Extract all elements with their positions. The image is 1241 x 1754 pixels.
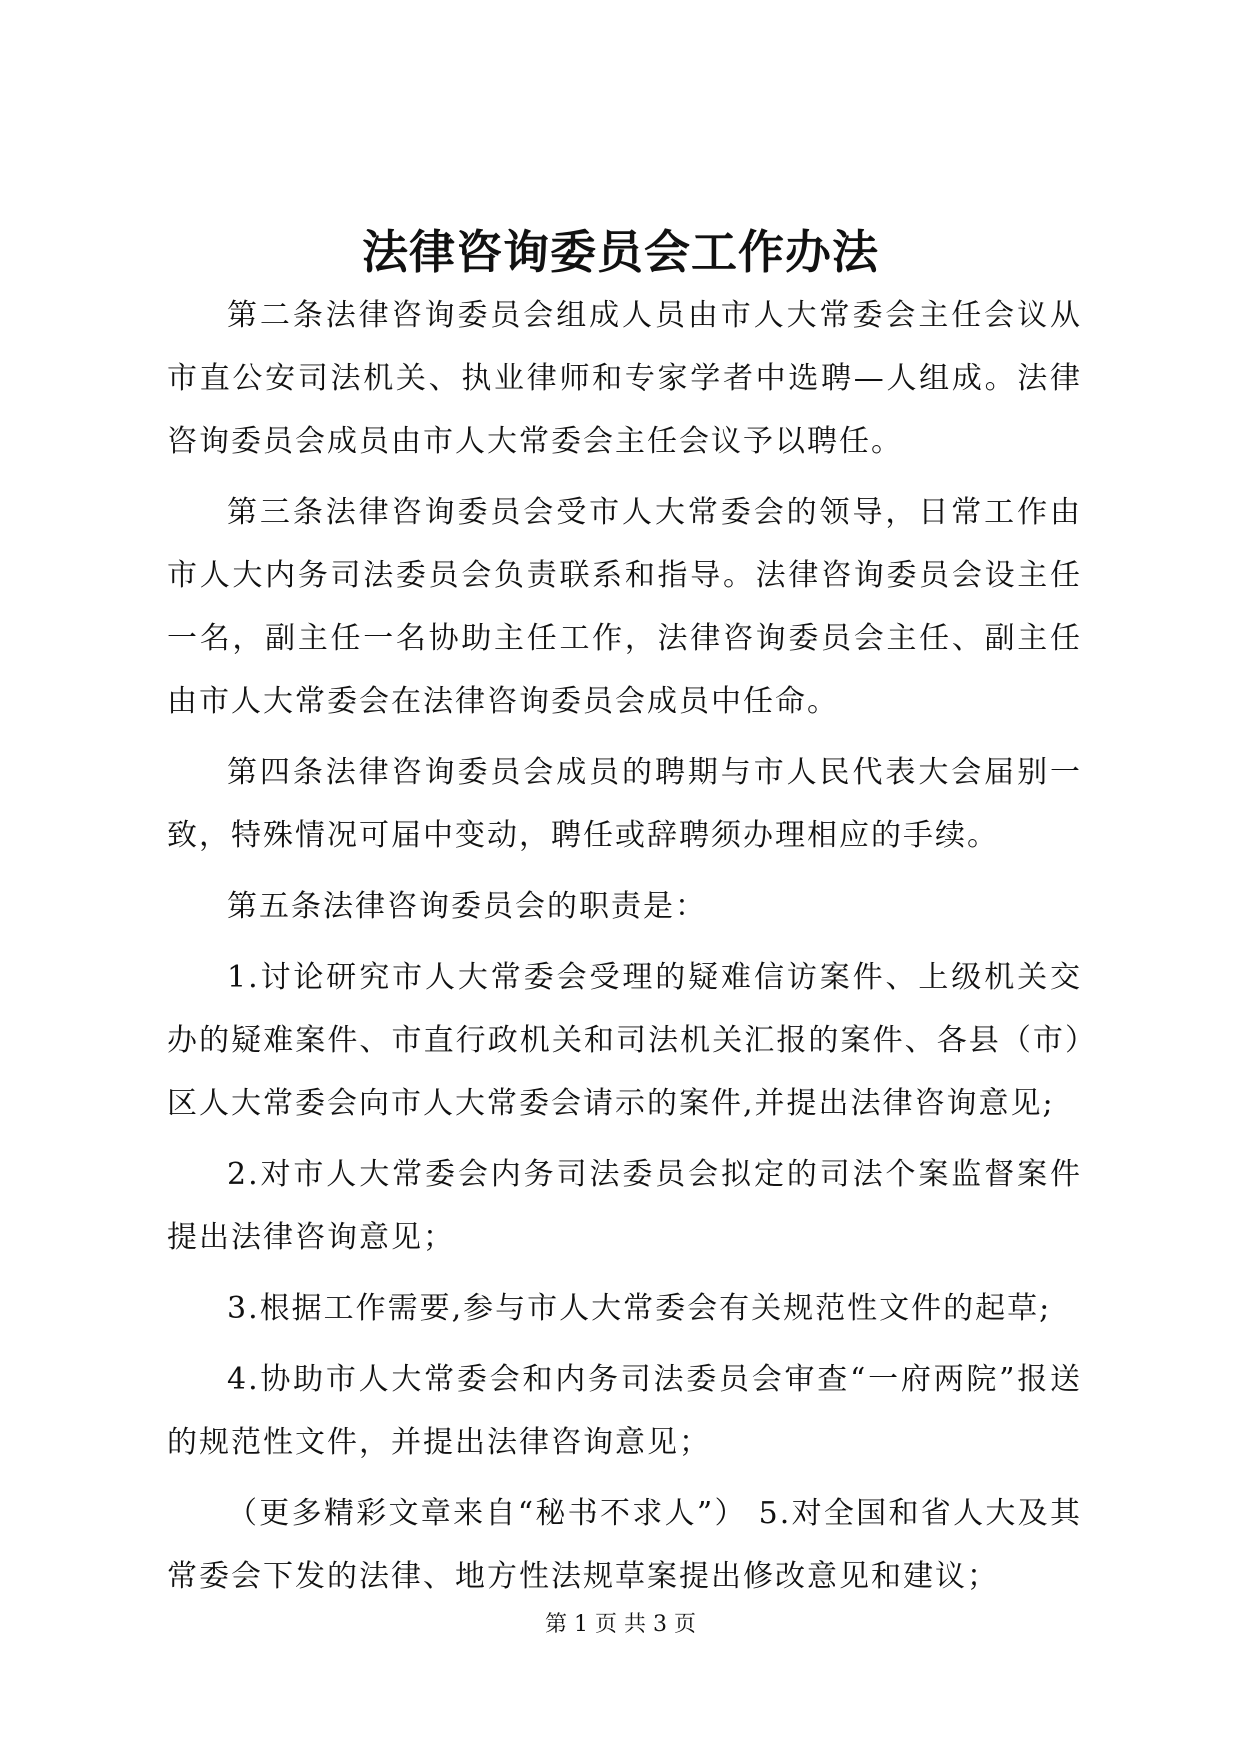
paragraph-article-3: 第三条法律咨询委员会受市人大常委会的领导，日常工作由市人大内务司法委员会负责联系和指导。法律咨询委员会设主任一名，副主任一名协助主任工作，法律咨询委员会主任、副主任由市人大常委会在法律咨询委员会成员中任命。 [167, 495, 1082, 719]
paragraph-article-4: 第四条法律咨询委员会成员的聘期与市人民代表大会届别一致，特殊情况可届中变动，聘任或辞聘须办理相应的手续。 [167, 755, 1082, 853]
paragraph-article-2: 第二条法律咨询委员会组成人员由市人大常委会主任会议从市直公安司法机关、执业律师和专家学者中选聘—人组成。法律咨询委员会成员由市人大常委会主任会议予以聘任。 [167, 298, 1082, 459]
paragraph-item-2: 2.对市人大常委会内务司法委员会拟定的司法个案监督案件提出法律咨询意见； [167, 1157, 1082, 1255]
paragraph-article-5: 第五条法律咨询委员会的职责是： [227, 889, 707, 924]
paragraph-item-4: 4.协助市人大常委会和内务司法委员会审查“一府两院”报送的规范性文件，并提出法律咨询意见； [167, 1362, 1082, 1460]
paragraph-item-5: （更多精彩文章来自“秘书不求人”） 5.对全国和省人大及其常委会下发的法律、地方性法规草案提出修改意见和建议； [167, 1496, 1082, 1594]
document-title: 法律咨询委员会工作办法 [362, 225, 879, 279]
paragraph-item-1: 1.讨论研究市人大常委会受理的疑难信访案件、上级机关交办的疑难案件、市直行政机关和司法机关汇报的案件、各县（市）区人大常委会向市人大常委会请示的案件,并提出法律咨询意见; [167, 960, 1082, 1121]
page-footer: 第 1 页 共 3 页 [545, 1612, 696, 1637]
document-body [167, 284, 1082, 1616]
paragraph-item-3: 3.根据工作需要,参与市人大常委会有关规范性文件的起草; [227, 1291, 1052, 1326]
